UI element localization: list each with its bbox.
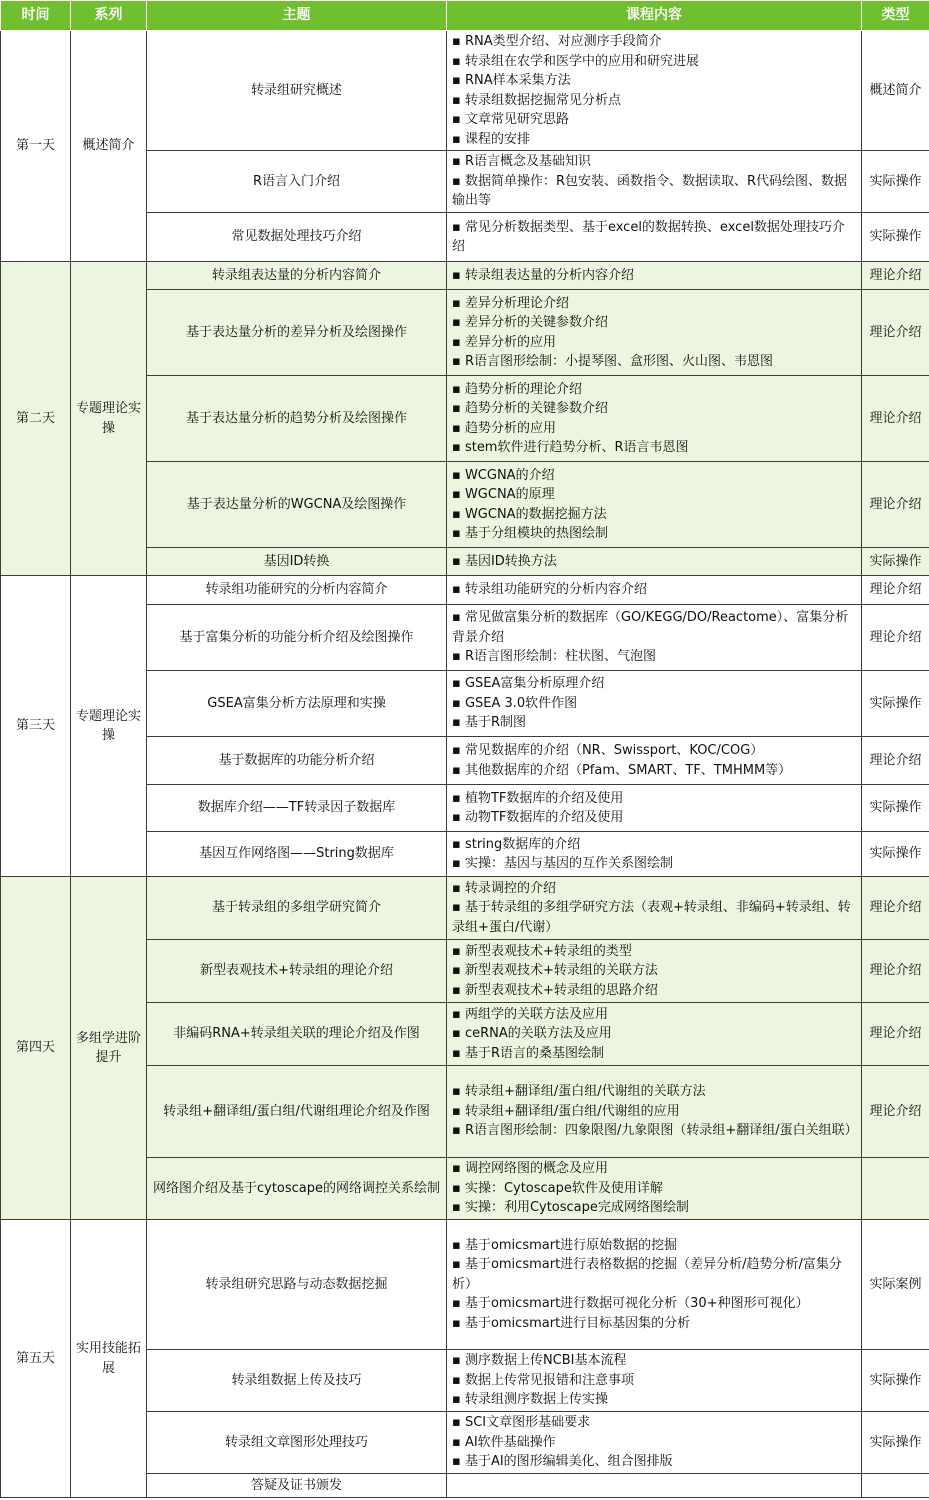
content-cell	[447, 832, 862, 877]
content-cell	[447, 877, 862, 940]
table-row	[1, 262, 929, 290]
content-list	[452, 879, 856, 938]
day-cell: 第三天	[1, 576, 71, 877]
topic-cell: 基于转录组的多组学研究简介	[147, 877, 447, 940]
content-item: ▪ ceRNA的关联方法及应用	[452, 1026, 612, 1042]
content-cell	[447, 605, 862, 671]
content-cell	[447, 1474, 862, 1498]
content-cell	[447, 290, 862, 376]
type-cell: 实际操作	[862, 1350, 929, 1412]
content-list	[452, 608, 856, 667]
content-item: ▪ SCI文章图形基础要求	[452, 1415, 591, 1431]
schedule-body	[1, 31, 929, 1498]
topic-cell: 转录组文章图形处理技巧	[147, 1412, 447, 1474]
content-item: ▪ 转录组表达量的分析内容介绍	[452, 267, 634, 283]
type-cell: 理论介绍	[862, 737, 929, 785]
content-item: ▪ 趋势分析的应用	[452, 420, 556, 436]
header-series: 系列	[71, 1, 147, 31]
content-cell	[447, 31, 862, 151]
content-item: ▪ 基于R语言的桑基图绘制	[452, 1045, 604, 1061]
type-cell: 理论介绍	[862, 1003, 929, 1066]
series-cell: 概述简介	[71, 31, 147, 262]
content-item: ▪ 基于omicsmart进行目标基因集的分析	[452, 1315, 691, 1331]
content-item: ▪ stem软件进行趋势分析、R语言韦恩图	[452, 440, 689, 455]
topic-cell: 基于富集分析的功能分析介绍及绘图操作	[147, 605, 447, 671]
type-cell: 理论介绍	[862, 576, 929, 605]
content-item: ▪ 基于转录组的多组学研究方法（表观+转录组、非编码+转录组、转录组+蛋白/代谢）	[452, 900, 851, 935]
content-item: ▪ WCGNA的介绍	[452, 467, 555, 483]
content-cell	[447, 671, 862, 737]
content-item: ▪ 常见做富集分析的数据库（GO/KEGG/DO/Reactome）、富集分析背景介绍	[452, 610, 849, 645]
content-cell	[447, 462, 862, 548]
content-list	[452, 789, 856, 828]
topic-cell: 转录组数据上传及技巧	[147, 1350, 447, 1412]
content-item: ▪ 其他数据库的介绍（Pfam、SMART、TF、TMHMM等）	[452, 762, 792, 778]
content-item: ▪ 差异分析的关键参数介绍	[452, 315, 608, 330]
content-item: ▪ RNA样本采集方法	[452, 73, 571, 88]
type-cell	[862, 1158, 929, 1220]
type-cell: 理论介绍	[862, 877, 929, 940]
header-content: 课程内容	[447, 1, 862, 31]
type-cell: 实际操作	[862, 548, 929, 576]
series-cell: 专题理论实操	[71, 576, 147, 877]
topic-cell: 转录组功能研究的分析内容简介	[147, 576, 447, 605]
day-cell: 第二天	[1, 262, 71, 576]
header-topic: 主题	[147, 1, 447, 31]
topic-cell: 非编码RNA+转录组关联的理论介绍及作图	[147, 1003, 447, 1066]
content-cell	[447, 548, 862, 576]
header-row	[1, 1, 929, 31]
topic-cell: GSEA富集分析方法原理和实操	[147, 671, 447, 737]
topic-cell: 转录组表达量的分析内容简介	[147, 262, 447, 290]
content-cell	[447, 576, 862, 605]
content-cell	[447, 1220, 862, 1350]
content-list	[452, 580, 856, 600]
content-item: ▪ WGCNA的原理	[452, 487, 555, 502]
content-item: ▪ 差异分析的应用	[452, 334, 556, 350]
content-item: ▪ 新型表观技术+转录组的关联方法	[452, 963, 658, 979]
topic-cell: 转录组+翻译组/蛋白组/代谢组理论介绍及作图	[147, 1066, 447, 1158]
type-cell: 理论介绍	[862, 376, 929, 462]
topic-cell: 基于表达量分析的差异分析及绘图操作	[147, 290, 447, 376]
content-item: ▪ 植物TF数据库的介绍及使用	[452, 790, 624, 806]
content-item: ▪ 基于omicsmart进行表格数据的挖掘（差异分析/趋势分析/富集分析）	[452, 1257, 842, 1292]
content-item: ▪ 基于AI的图形编辑美化、组合图排版	[452, 1454, 673, 1470]
content-cell	[447, 1158, 862, 1220]
type-cell: 理论介绍	[862, 262, 929, 290]
content-item: ▪ 课程的安排	[452, 131, 530, 147]
day-cell: 第一天	[1, 31, 71, 262]
content-item: ▪ R语言概念及基础知识	[452, 154, 591, 170]
content-item: ▪ 转录调控的介绍	[452, 880, 556, 896]
content-list	[452, 1159, 856, 1218]
content-item: ▪ 转录组功能研究的分析内容介绍	[452, 582, 647, 598]
type-cell: 理论介绍	[862, 1066, 929, 1158]
content-item: ▪ string数据库的介绍	[452, 836, 581, 852]
header-time: 时间	[1, 1, 71, 31]
content-item: ▪ 文章常见研究思路	[452, 112, 569, 127]
type-cell: 理论介绍	[862, 290, 929, 376]
topic-cell: R语言入门介绍	[147, 151, 447, 213]
topic-cell: 基因互作网络图——String数据库	[147, 832, 447, 877]
content-item: ▪ RNA类型介绍、对应测序手段简介	[452, 34, 662, 49]
content-cell	[447, 151, 862, 213]
content-list	[452, 1351, 856, 1410]
content-cell	[447, 940, 862, 1003]
type-cell: 理论介绍	[862, 940, 929, 1003]
content-list	[452, 1413, 856, 1472]
content-cell	[447, 1412, 862, 1474]
content-item: ▪ 常见数据库的介绍（NR、Swissport、KOC/COG）	[452, 743, 764, 758]
topic-cell: 基于表达量分析的WGCNA及绘图操作	[147, 462, 447, 548]
topic-cell: 答疑及证书颁发	[147, 1474, 447, 1498]
table-row	[1, 1220, 929, 1350]
content-list	[452, 466, 856, 544]
series-cell: 多组学进阶提升	[71, 877, 147, 1220]
type-cell: 实际操作	[862, 213, 929, 262]
content-list	[452, 218, 856, 257]
content-list	[452, 741, 856, 780]
type-cell: 理论介绍	[862, 462, 929, 548]
content-item: ▪ 基于R制图	[452, 715, 526, 731]
content-item: ▪ 趋势分析的理论介绍	[452, 381, 582, 397]
content-item: ▪ 实操：Cytoscape软件及使用详解	[452, 1180, 663, 1196]
type-cell: 实际操作	[862, 1412, 929, 1474]
content-cell	[447, 213, 862, 262]
type-cell: 实际操作	[862, 832, 929, 877]
content-cell	[447, 376, 862, 462]
content-item: ▪ 基因ID转换方法	[452, 553, 557, 569]
content-item: ▪ 常见分析数据类型、基于excel的数据转换、excel数据处理技巧介绍	[452, 219, 845, 254]
content-list	[452, 152, 856, 211]
content-list	[452, 294, 856, 372]
table-row	[1, 877, 929, 940]
content-item: ▪ AI软件基础操作	[452, 1434, 556, 1450]
type-cell: 理论介绍	[862, 605, 929, 671]
content-item: ▪ 两组学的关联方法及应用	[452, 1006, 608, 1022]
content-item: ▪ 新型表观技术+转录组的类型	[452, 943, 632, 959]
type-cell	[862, 1474, 929, 1498]
series-cell: 实用技能拓展	[71, 1220, 147, 1498]
series-cell: 专题理论实操	[71, 262, 147, 576]
type-cell: 概述简介	[862, 31, 929, 151]
content-item: ▪ 数据上传常见报错和注意事项	[452, 1372, 634, 1388]
content-list	[452, 835, 856, 874]
content-list	[452, 1236, 856, 1334]
content-item: ▪ R语言图形绘制：四象限图/九象限图（转录组+翻译组/蛋白关组联）	[452, 1123, 858, 1139]
content-cell	[447, 737, 862, 785]
content-list	[452, 1082, 856, 1141]
content-item: ▪ 新型表观技术+转录组的思路介绍	[452, 982, 658, 998]
type-cell: 实际操作	[862, 151, 929, 213]
content-list	[452, 674, 856, 733]
content-item: ▪ 测序数据上传NCBI基本流程	[452, 1353, 627, 1369]
topic-cell: 新型表观技术+转录组的理论介绍	[147, 940, 447, 1003]
day-cell: 第五天	[1, 1220, 71, 1498]
content-item: ▪ 转录组测序数据上传实操	[452, 1392, 608, 1408]
topic-cell: 基于数据库的功能分析介绍	[147, 737, 447, 785]
content-cell	[447, 1350, 862, 1412]
content-item: ▪ 实操：利用Cytoscape完成网络图绘制	[452, 1200, 689, 1216]
content-item: ▪ 差异分析理论介绍	[452, 295, 569, 311]
topic-cell: 转录组研究思路与动态数据挖掘	[147, 1220, 447, 1350]
content-list	[452, 942, 856, 1001]
type-cell: 实际操作	[862, 671, 929, 737]
table-row	[1, 31, 929, 151]
content-item: ▪ 动物TF数据库的介绍及使用	[452, 810, 624, 825]
content-cell	[447, 262, 862, 290]
content-list	[452, 32, 856, 149]
topic-cell: 常见数据处理技巧介绍	[147, 213, 447, 262]
content-item: ▪ 转录组+翻译组/蛋白组/代谢组的应用	[452, 1103, 680, 1119]
type-cell: 实际案例	[862, 1220, 929, 1350]
content-cell	[447, 1066, 862, 1158]
content-list	[452, 266, 856, 286]
content-item: ▪ 基于omicsmart进行数据可视化分析（30+种图形可视化）	[452, 1296, 809, 1312]
table-row	[1, 576, 929, 605]
header-type: 类型	[862, 1, 929, 31]
content-item: ▪ GSEA 3.0软件作图	[452, 695, 578, 711]
content-item: ▪ 基于分组模块的热图绘制	[452, 526, 608, 541]
topic-cell: 网络图介绍及基于cytoscape的网络调控关系绘制	[147, 1158, 447, 1220]
content-item: ▪ 趋势分析的关键参数介绍	[452, 401, 608, 416]
topic-cell: 基因ID转换	[147, 548, 447, 576]
day-cell: 第四天	[1, 877, 71, 1220]
content-item: ▪ 转录组在农学和医学中的应用和研究进展	[452, 53, 699, 69]
content-item: ▪ 转录组+翻译组/蛋白组/代谢组的关联方法	[452, 1084, 706, 1100]
content-list	[452, 380, 856, 458]
content-item: ▪ 实操：基因与基因的互作关系图绘制	[452, 856, 673, 871]
content-cell	[447, 785, 862, 832]
topic-cell: 转录组研究概述	[147, 31, 447, 151]
content-list	[452, 552, 856, 572]
type-cell: 实际操作	[862, 785, 929, 832]
content-list	[452, 1005, 856, 1064]
topic-cell: 数据库介绍——TF转录因子数据库	[147, 785, 447, 832]
content-cell	[447, 1003, 862, 1066]
content-item: ▪ WGCNA的数据挖掘方法	[452, 506, 607, 522]
content-item: ▪ R语言图形绘制：柱状图、气泡图	[452, 649, 656, 665]
content-item: ▪ 转录组数据挖掘常见分析点	[452, 92, 621, 108]
content-item: ▪ R语言图形绘制：小提琴图、盒形图、火山图、韦恩图	[452, 354, 773, 369]
topic-cell: 基于表达量分析的趋势分析及绘图操作	[147, 376, 447, 462]
content-item: ▪ 调控网络图的概念及应用	[452, 1161, 608, 1177]
content-item: ▪ 基于omicsmart进行原始数据的挖掘	[452, 1237, 678, 1253]
content-item: ▪ 数据简单操作：R包安装、函数指令、数据读取、R代码绘图、数据输出等	[452, 173, 848, 209]
content-item: ▪ GSEA富集分析原理介绍	[452, 676, 605, 692]
